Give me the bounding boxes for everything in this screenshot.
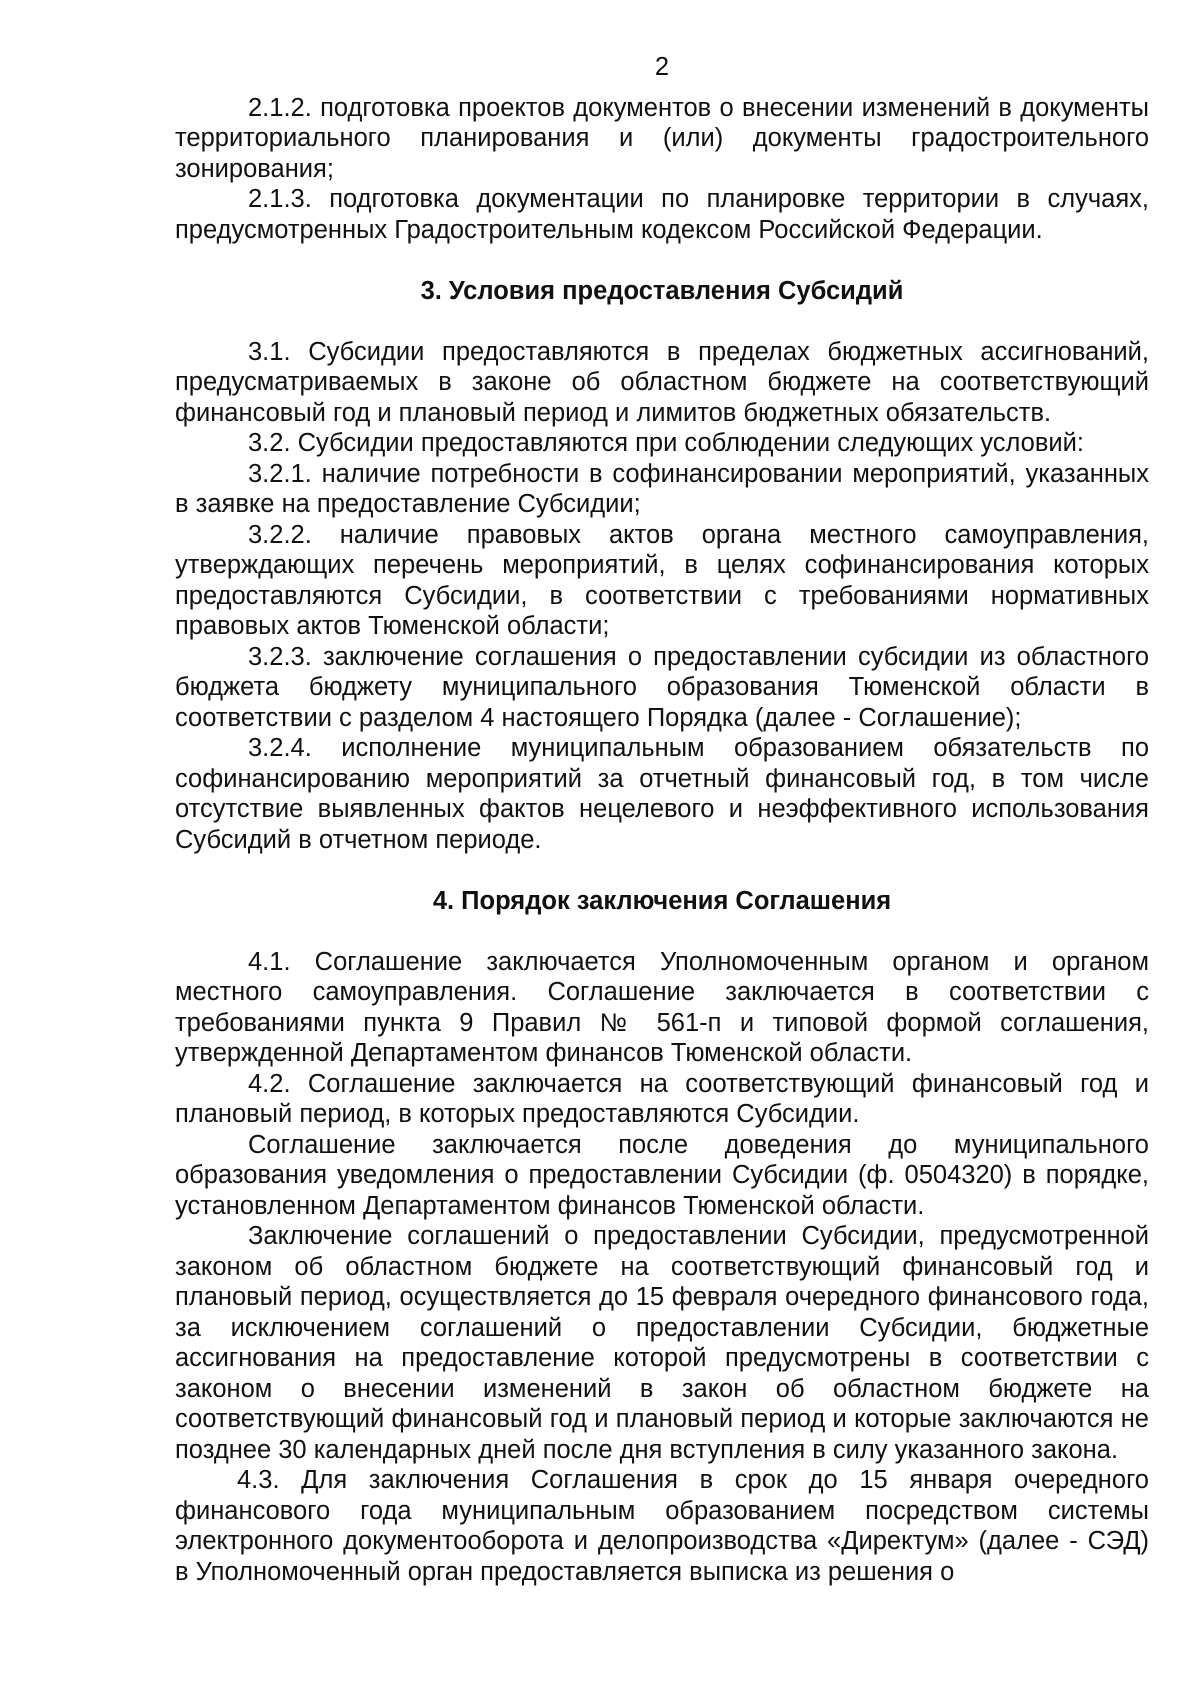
document-page — [175, 52, 1149, 1587]
paragraph-3-1: 3.1. Субсидии предоставляются в пределах бюджетных ассигнований, предусматриваемых в законе об областном бюджете на соответствующий финансовый год и плановый период и лимитов бюджетных обязательств. — [175, 337, 1149, 427]
paragraph-3-2-1: 3.2.1. наличие потребности в софинансировании мероприятий, указанных в заявке на предоставление Субсидии; — [175, 459, 1149, 518]
paragraph-3-2-3: 3.2.3. заключение соглашения о предоставлении субсидии из областного бюджета бюджету муниципального образования Тюменской области в соответствии с разделом 4 настоящего Порядка (далее - Соглашение); — [175, 642, 1149, 732]
paragraph-2-1-2: 2.1.2. подготовка проектов документов о внесении изменений в документы территориального планирования и (или) документы градостроительного зонирования; — [175, 93, 1149, 183]
paragraph-2-1-3: 2.1.3. подготовка документации по планировке территории в случаях, предусмотренных Градостроительным кодексом Российской Федерации. — [175, 185, 1149, 244]
paragraph-4-2-deadline: Заключение соглашений о предоставлении Субсидии, предусмотренной законом об областном бюджете на соответствующий финансовый год и плановый период, осуществляется до 15 февраля очередного финансового года, за исключением соглашений о предоставлении Субсидии, бюджетные ассигнования на предоставление которой предусмотрены в соответствии с законом о внесении изменений в закон об областном бюджете на соответствующий финансовый год и плановый период и которые заключаются не позднее 30 календарных дней после дня вступления в силу указанного закона. — [175, 1222, 1149, 1464]
paragraph-3-2-2: 3.2.2. наличие правовых актов органа местного самоуправления, утверждающих перечень мероприятий, в целях софинансирования которых предоставляются Субсидии, в соответствии с требованиями нормативных правовых актов Тюменской области; — [175, 520, 1149, 640]
paragraph-4-1: 4.1. Соглашение заключается Уполномоченным органом и органом местного самоуправления. Соглашение заключается в соответствии с требованиями пункта 9 Правил № 561-п и типовой формой соглашения, утвержденной Департаментом финансов Тюменской области. — [175, 947, 1149, 1067]
section-3-heading: 3. Условия предоставления Субсидий — [420, 276, 904, 305]
paragraph-4-2-notice: Соглашение заключается после доведения до муниципального образования уведомления о предоставлении Субсидии (ф. 0504320) в порядке, установленном Департаментом финансов Тюменской области. — [175, 1130, 1149, 1220]
page-number: 2 — [654, 53, 670, 81]
paragraph-3-2-4: 3.2.4. исполнение муниципальным образованием обязательств по софинансированию мероприятий за отчетный финансовый год, в том числе отсутствие выявленных фактов нецелевого и неэффективного использования Субсидий в отчетном периоде. — [175, 734, 1149, 854]
paragraph-3-2: 3.2. Субсидии предоставляются при соблюдении следующих условий: — [248, 429, 1084, 457]
section-4-heading: 4. Порядок заключения Соглашения — [432, 886, 892, 915]
paragraph-4-3: 4.3. Для заключения Соглашения в срок до 15 января очередного финансового года муниципальным образованием посредством системы электронного документооборота и делопроизводства «Директум» (далее - СЭД) в Уполномоченный орган предоставляется выписка из решения о — [175, 1466, 1149, 1586]
paragraph-4-2: 4.2. Соглашение заключается на соответствующий финансовый год и плановый период, в которых предоставляются Субсидии. — [175, 1069, 1149, 1128]
